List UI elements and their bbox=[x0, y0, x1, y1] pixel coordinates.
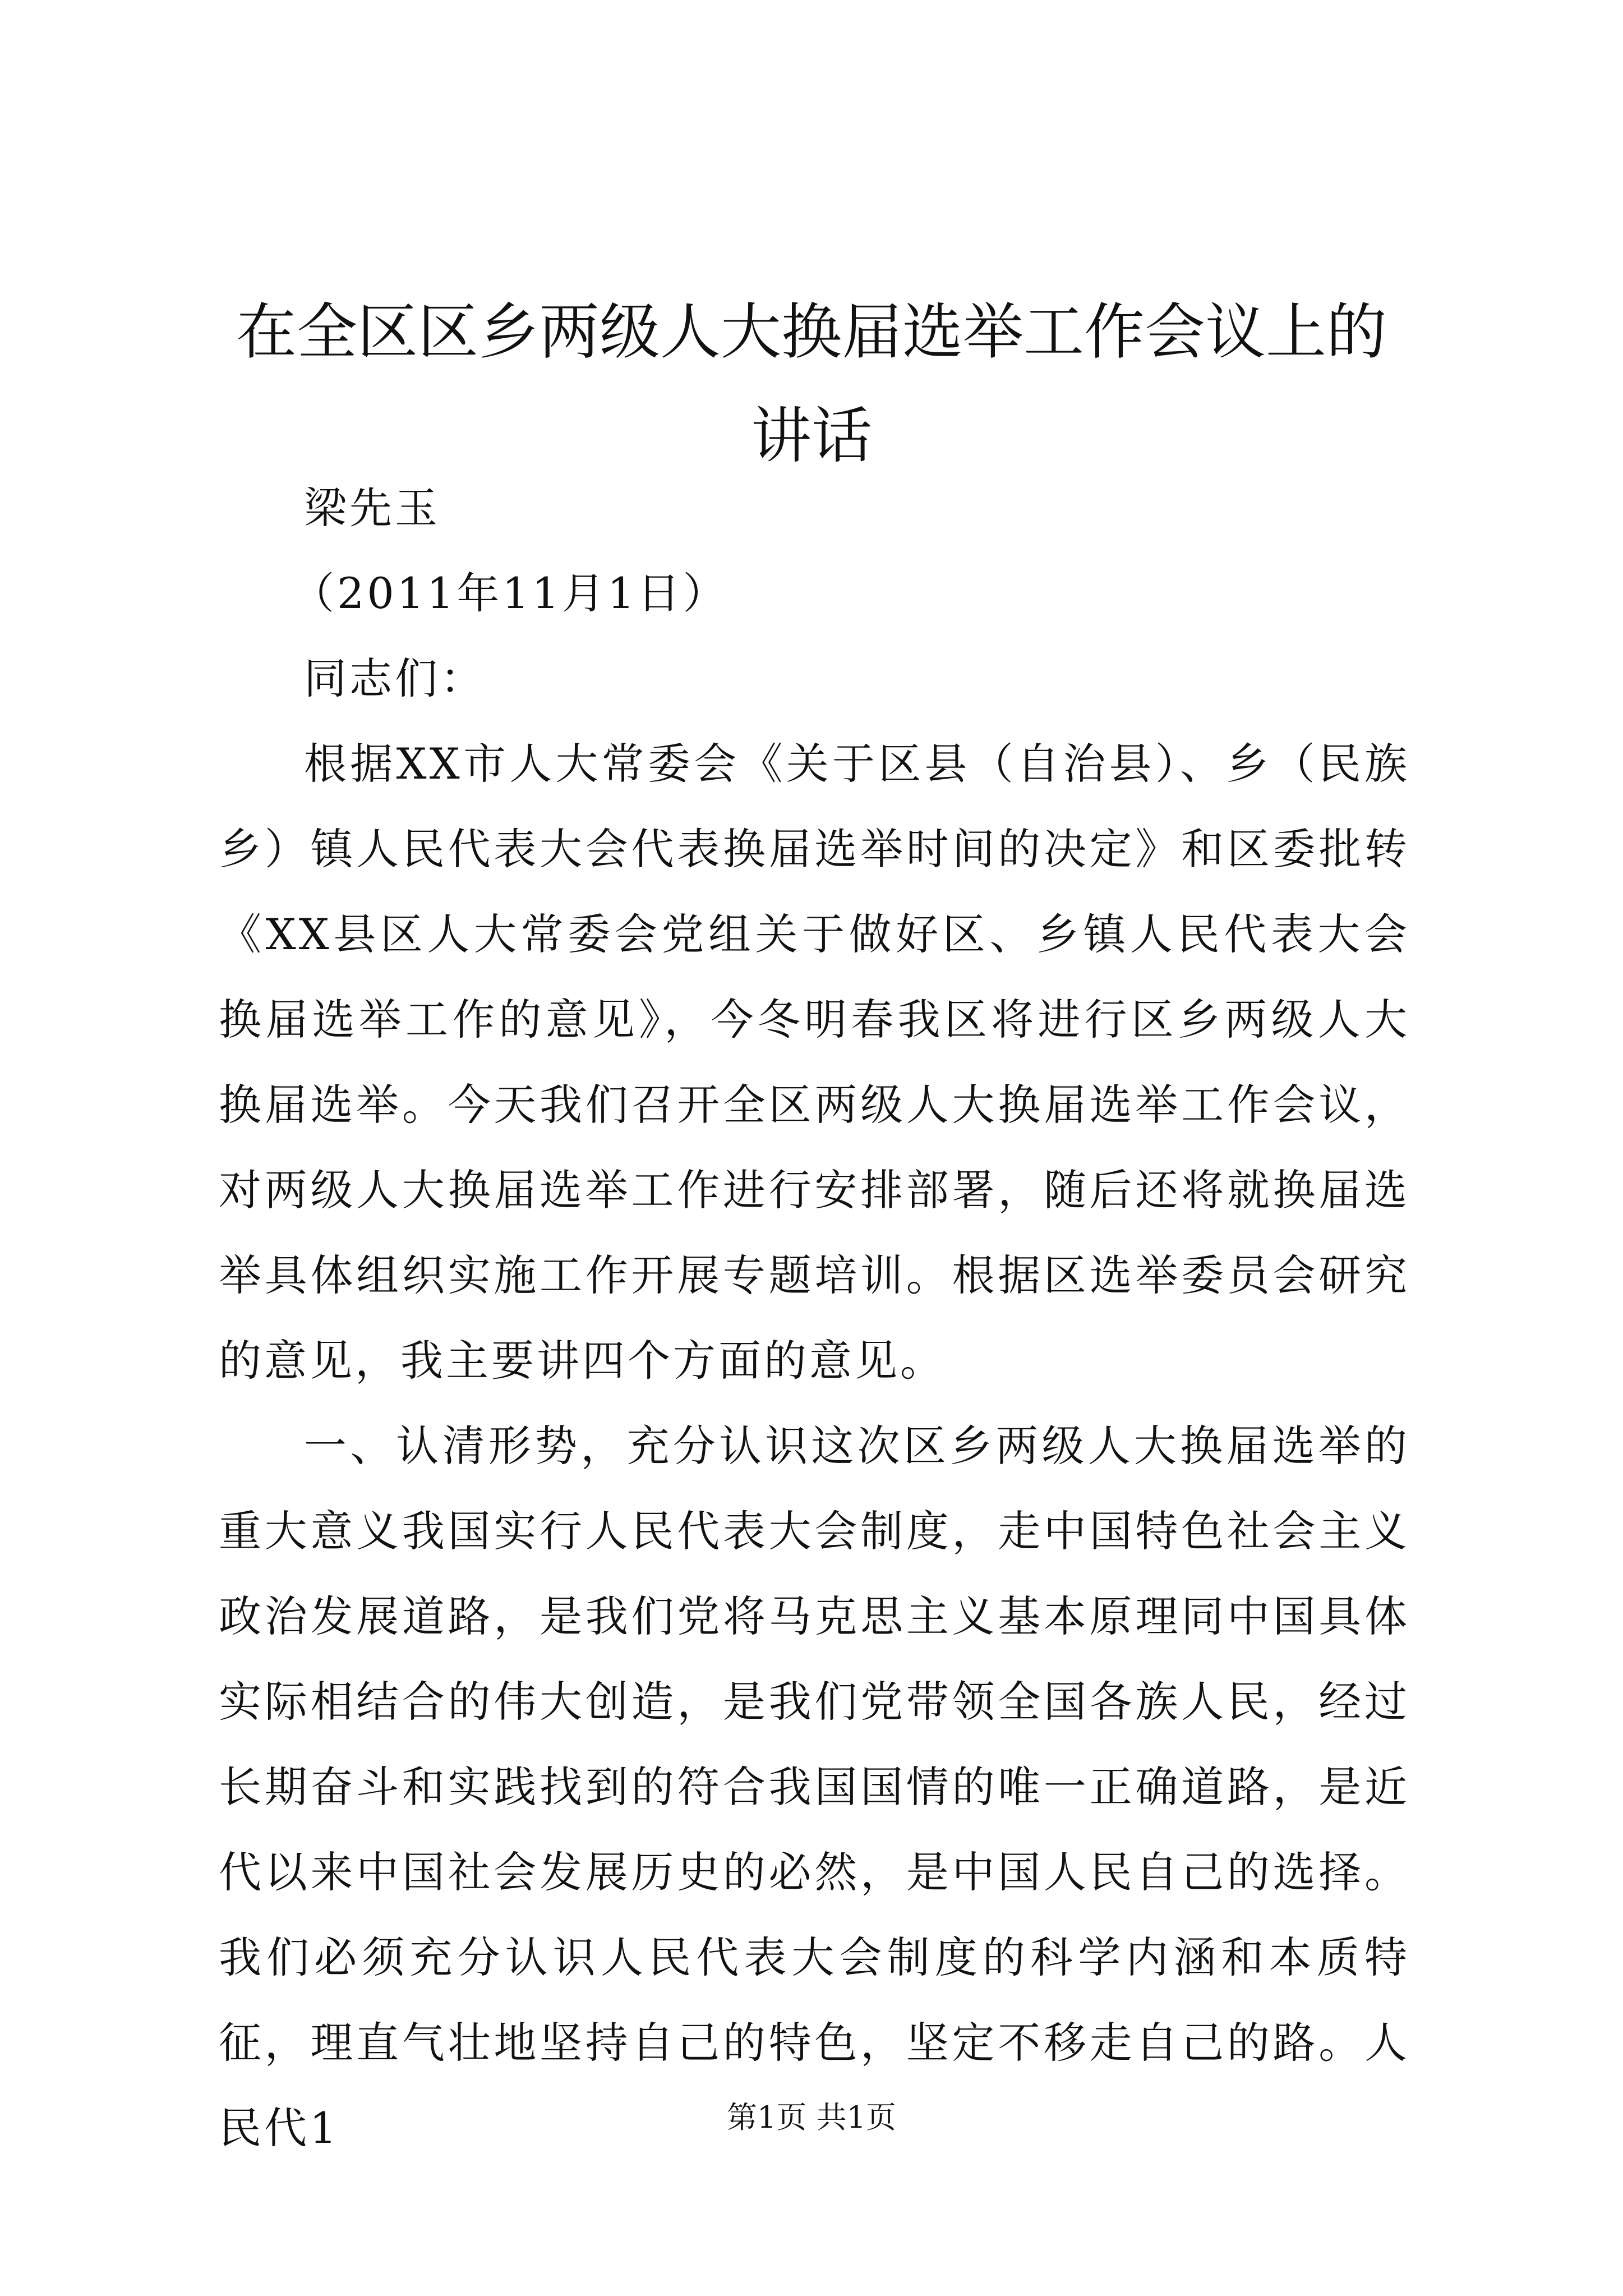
date-line: （2011年11月1日） bbox=[292, 568, 728, 618]
document-title: 在全区区乡两级人大换届选举工作会议上的讲话 bbox=[236, 297, 1387, 471]
salutation-line: 同志们： bbox=[304, 654, 486, 703]
body-paragraph-2: 一、认清形势，充分认识这次区乡两级人大换届选举的重大意义我国实行人民代表大会制度，走中国特色社会主义政治发展道路，是我们党将马克思主义基本原理同中国具体实际相结合的伟大创造，是我们党带领全国各族人民，经过长期奋斗和实践找到的符合我国国情的唯一正确道路，是近代以来中国社会发展历史的必然，是中国人民自己的选择。我们必须充分认识人民代表大会制度的科学内涵和本质特征，理直气壮地坚持自己的特色，坚定不移走自己的路。人民代1 bbox=[219, 1421, 1410, 2153]
document-body bbox=[219, 466, 1410, 2171]
author-line: 梁先玉 bbox=[304, 483, 440, 533]
page-footer: 第1页 共1页 bbox=[727, 2100, 896, 2135]
body-paragraph-1: 根据XX市人大常委会《关于区县（自治县）、乡（民族乡）镇人民代表大会代表换届选举时间的决定》和区委批转《XX县区人大常委会党组关于做好区、乡镇人民代表大会换届选举工作的意见》，今冬明春我区将进行区乡两级人大换届选举。今天我们召开全区两级人大换届选举工作会议，对两级人大换届选举工作进行安排部署，随后还将就换届选举具体组织实施工作开展专题培训。根据区选举委员会研究的意见，我主要讲四个方面的意见。 bbox=[219, 739, 1410, 1386]
